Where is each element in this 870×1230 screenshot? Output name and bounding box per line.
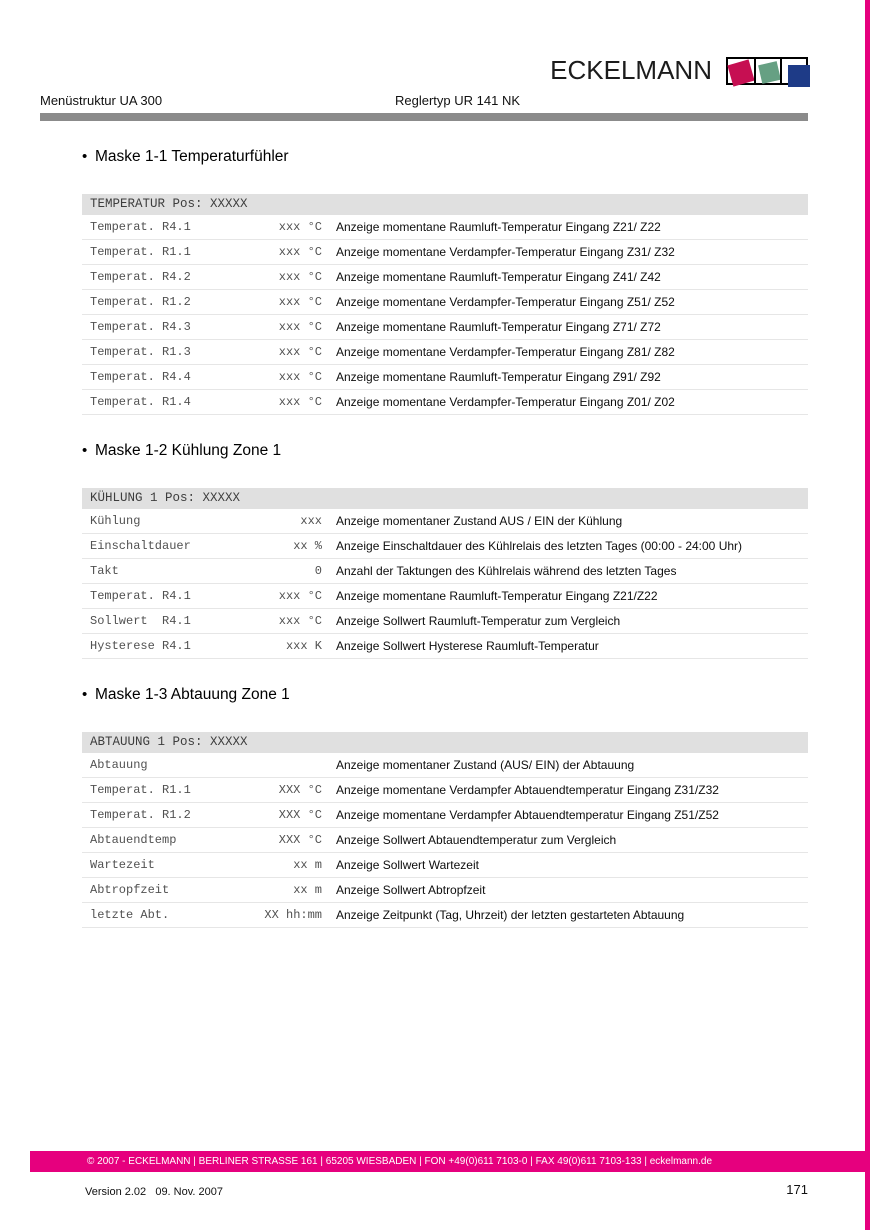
row-description: Anzeige Sollwert Wartezeit [336,858,479,872]
row-value: xx % [293,539,322,553]
row-description: Anzeige momentane Verdampfer-Temperatur Eingang Z01/ Z02 [336,395,675,409]
row-value: XXX °C [278,783,322,797]
header-center-label: Reglertyp UR 141 NK [395,93,520,108]
section-heading [82,415,808,460]
row-value: xxx °C [278,245,322,259]
bullet-icon: • [82,148,88,165]
row-description: Anzeige momentaner Zustand AUS / EIN der Kühlung [336,514,623,528]
table-row [82,803,808,828]
row-description: Anzeige momentane Raumluft-Temperatur Eingang Z91/ Z92 [336,370,661,384]
row-description: Anzeige momentane Raumluft-Temperatur Eingang Z71/ Z72 [336,320,661,334]
footer-address-bar [30,1151,870,1172]
row-value: xxx [300,514,322,528]
table-row [82,509,808,534]
row-label: Einschaltdauer [90,539,191,553]
section-title: Maske 1-1 Temperaturfühler [95,148,289,165]
row-description: Anzeige momentane Raumluft-Temperatur Eingang Z21/ Z22 [336,220,661,234]
row-description: Anzeige Sollwert Hysterese Raumluft-Temperatur [336,639,599,653]
table-rows [82,215,808,415]
table-row [82,878,808,903]
table-header-bar: KÜHLUNG 1 Pos: XXXXX [82,488,808,509]
row-value: xxx °C [278,270,322,284]
row-label: Temperat. R1.2 [90,808,191,822]
eckelmann-logo [550,55,808,86]
row-description: Anzeige momentane Raumluft-Temperatur Eingang Z21/Z22 [336,589,658,603]
section-title: Maske 1-3 Abtauung Zone 1 [95,686,290,703]
row-label: Temperat. R1.1 [90,783,191,797]
content [82,121,808,928]
table-rows [82,753,808,928]
row-value: XXX °C [278,833,322,847]
row-description: Anzahl der Taktungen des Kühlrelais während des letzten Tages [336,564,677,578]
table-row [82,240,808,265]
row-description: Anzeige momentane Verdampfer-Temperatur Eingang Z81/ Z82 [336,345,675,359]
row-description: Anzeige Sollwert Abtauendtemperatur zum Vergleich [336,833,617,847]
row-label: Temperat. R1.2 [90,295,191,309]
mask-table [82,732,808,928]
row-value: xxx °C [278,370,322,384]
table-row [82,365,808,390]
row-label: Sollwert R4.1 [90,614,191,628]
row-label: Temperat. R1.4 [90,395,191,409]
row-label: Temperat. R4.1 [90,220,191,234]
page-edge-accent-bar [865,0,870,1230]
row-value: xxx K [285,639,322,653]
row-label: Temperat. R4.1 [90,589,191,603]
table-row [82,534,808,559]
table-row [82,215,808,240]
row-label: Temperat. R4.3 [90,320,191,334]
table-header-bar: ABTAUUNG 1 Pos: XXXXX [82,732,808,753]
version-label: Version 2.02 09. Nov. 2007 [85,1186,223,1198]
footer-address-text: © 2007 - ECKELMANN | BERLINER STRASSE 161 | 65205 WIESBADEN | FON +49(0)611 7103-0 | FAX 49(0)611 7103-133 | eckelmann.de [87,1156,713,1167]
table-row [82,340,808,365]
table-row [82,559,808,584]
mask-section [82,415,808,659]
row-value: xxx °C [278,589,322,603]
blue-square-icon [788,65,810,87]
row-label: Abtauung [90,758,148,772]
logo-cell-2 [754,59,780,83]
table-rows [82,509,808,659]
table-row [82,903,808,928]
row-description: Anzeige momentane Raumluft-Temperatur Eingang Z41/ Z42 [336,270,661,284]
row-label: Wartezeit [90,858,155,872]
logo-cell-3 [780,59,806,83]
row-value: xxx °C [278,220,322,234]
row-value: xxx °C [278,395,322,409]
table-header-bar: TEMPERATUR Pos: XXXXX [82,194,808,215]
section-heading [82,659,808,704]
mask-table [82,488,808,659]
row-value: xxx °C [278,614,322,628]
table-row [82,634,808,659]
row-description: Anzeige Zeitpunkt (Tag, Uhrzeit) der letzten gestarteten Abtauung [336,908,685,922]
section-heading [82,121,808,166]
row-description: Anzeige momentane Verdampfer Abtauendtemperatur Eingang Z31/Z32 [336,783,719,797]
row-description: Anzeige Sollwert Abtropfzeit [336,883,486,897]
row-value: xxx °C [278,345,322,359]
table-row [82,584,808,609]
row-value: XXX °C [278,808,322,822]
row-label: Temperat. R4.4 [90,370,191,384]
table-row [82,390,808,415]
header-divider-bar [40,113,808,121]
row-value: xxx °C [278,295,322,309]
bullet-icon: • [82,442,88,459]
mask-section [82,659,808,928]
row-label: Abtropfzeit [90,883,170,897]
row-value: xx m [293,858,322,872]
table-row [82,753,808,778]
table-row [82,778,808,803]
green-diamond-icon [758,61,781,84]
row-description: Anzeige momentaner Zustand (AUS/ EIN) der Abtauung [336,758,635,772]
row-value: xxx °C [278,320,322,334]
page-number: 171 [786,1182,808,1197]
row-label: Temperat. R1.1 [90,245,191,259]
row-value: 0 [314,564,322,578]
table-row [82,290,808,315]
logo-cell-1 [728,59,754,83]
table-row [82,828,808,853]
row-label: letzte Abt. [90,908,170,922]
row-description: Anzeige momentane Verdampfer Abtauendtemperatur Eingang Z51/Z52 [336,808,719,822]
header-left-label: Menüstruktur UA 300 [40,93,163,108]
row-value: XX hh:mm [264,908,322,922]
row-description: Anzeige momentane Verdampfer-Temperatur Eingang Z31/ Z32 [336,245,675,259]
row-label: Hysterese R4.1 [90,639,191,653]
bullet-icon: • [82,686,88,703]
row-label: Kühlung [90,514,141,528]
mask-table [82,194,808,415]
table-row [82,315,808,340]
row-description: Anzeige momentane Verdampfer-Temperatur Eingang Z51/ Z52 [336,295,675,309]
row-label: Temperat. R4.2 [90,270,191,284]
row-label: Takt [90,564,119,578]
table-row [82,265,808,290]
logo-wordmark: ECKELMANN [550,55,712,85]
mask-section [82,121,808,415]
row-description: Anzeige Einschaltdauer des Kühlrelais des letzten Tages (00:00 - 24:00 Uhr) [336,539,743,553]
row-description: Anzeige Sollwert Raumluft-Temperatur zum Vergleich [336,614,621,628]
row-value: xx m [293,883,322,897]
row-label: Abtauendtemp [90,833,177,847]
section-title: Maske 1-2 Kühlung Zone 1 [95,442,282,459]
magenta-diamond-icon [727,59,754,86]
row-label: Temperat. R1.3 [90,345,191,359]
table-row [82,853,808,878]
logo-marks [726,57,808,85]
table-row [82,609,808,634]
